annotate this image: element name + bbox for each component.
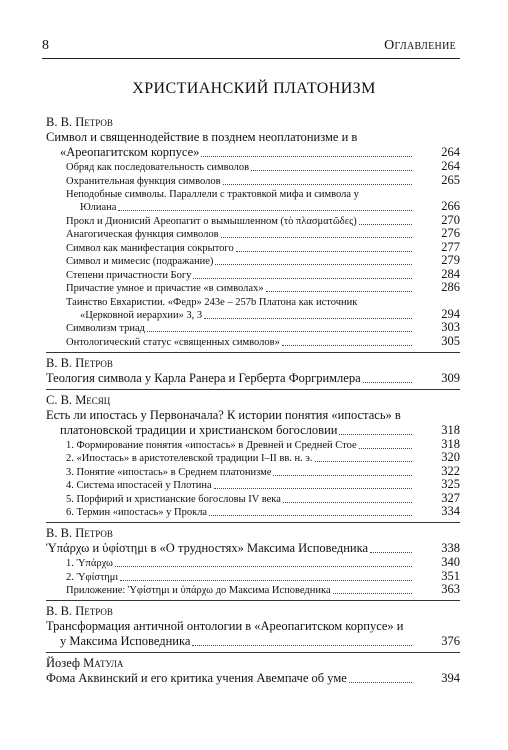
dot-leader [349, 682, 412, 683]
toc-group [46, 352, 460, 386]
dot-leader [283, 502, 412, 503]
entry-title-line: 2. Ὑφίστημι [66, 571, 119, 583]
entry-title-line: Символизм триад [66, 323, 145, 334]
entry-title-line: «Церковной иерархии» 3, 3 [80, 309, 203, 321]
header-rule [42, 58, 460, 59]
entry-title-line: Ὑπάρχω и ὑφίστημι в «О трудностях» Максима Исповедника [46, 541, 369, 555]
entry-title-line: Фома Аквинский и его критика учения Авемпаче об уме [46, 671, 347, 685]
toc-subentry[interactable] [46, 161, 460, 174]
page-ref: 334 [441, 504, 460, 518]
entry-title-line: 2. «Ипостась» в аристотелевской традиции I–II вв. н. э. [66, 453, 313, 464]
toc-entry[interactable] [46, 671, 460, 686]
table-of-contents [46, 114, 460, 687]
dot-leader [315, 461, 412, 462]
author-initials: В. В. [46, 115, 73, 129]
dot-leader [251, 170, 412, 171]
page-ref: 284 [441, 266, 460, 281]
author-initials: В. В. [46, 355, 73, 370]
dot-leader [215, 264, 412, 265]
entry-title-line: Символ и священнодействие в позднем неоплатонизме и в [46, 130, 358, 144]
page-ref: 338 [441, 541, 460, 555]
dot-leader [370, 552, 412, 553]
entry-title-line: 1. Ὑπάρχω [66, 558, 113, 569]
toc-subentry[interactable] [46, 296, 460, 322]
author-name [46, 603, 460, 619]
page-ref: 322 [441, 463, 460, 478]
toc-subentry[interactable] [46, 322, 460, 335]
entry-title-line: Анагогическая функция символов [66, 229, 219, 240]
entry-title-line: Причастие умное и причастие «в символах» [66, 283, 264, 294]
entry-title-line: Теология символа у Карла Ранера и Герберта Форгримлера [46, 370, 361, 385]
author-name [46, 114, 460, 130]
entry-title-line: Приложение: Ὑφίστημι и ὑπάρχω до Максима Исповедника [66, 585, 331, 596]
toc-entry[interactable] [46, 541, 460, 556]
page-ref: 279 [441, 253, 460, 267]
dot-leader [209, 515, 412, 516]
author-name [46, 392, 460, 408]
dot-leader [266, 291, 412, 292]
toc-entry[interactable] [46, 408, 460, 438]
entry-title-line: Охранительная функция символов [66, 175, 221, 187]
group-rule [46, 522, 460, 523]
toc-entry[interactable] [46, 371, 460, 386]
entry-title-line: у Максима Исповедника [60, 634, 191, 648]
group-rule [46, 352, 460, 353]
author-name [46, 655, 460, 671]
toc-subentry[interactable] [46, 506, 460, 519]
toc-group [46, 652, 460, 686]
toc-subentry[interactable] [46, 333, 460, 349]
page-ref: 327 [441, 490, 460, 505]
toc-subentry[interactable] [46, 568, 460, 584]
dot-leader [118, 210, 412, 211]
entry-title-line: 5. Порфирий и христианские богословы IV века [66, 493, 281, 505]
dot-leader [333, 593, 412, 594]
entry-title-line: 1. Формирование понятия «ипостась» в Древней и Средней Стое [66, 439, 357, 451]
toc-subentry[interactable] [46, 490, 460, 506]
page-ref: 325 [441, 477, 460, 491]
page-ref: 320 [441, 450, 460, 464]
toc-subentry[interactable] [46, 584, 460, 597]
author-initials: В. В. [46, 604, 73, 618]
toc-subentry[interactable] [46, 436, 460, 452]
dot-leader [363, 382, 412, 383]
dot-leader [192, 645, 412, 646]
dot-leader [201, 156, 412, 157]
toc-subentry[interactable] [46, 172, 460, 188]
dot-leader [204, 318, 412, 319]
dot-leader [359, 224, 412, 225]
author-name [46, 355, 460, 371]
page-ref: 318 [441, 422, 460, 437]
group-rule [46, 600, 460, 601]
page-ref: 286 [441, 280, 460, 294]
toc-subentry[interactable] [46, 463, 460, 479]
toc-entry[interactable] [46, 130, 460, 160]
entry-title-line: «Ареопагитском корпусе» [60, 145, 200, 159]
entry-title-line: платоновской традиции и христианском богословии [60, 422, 338, 437]
toc-subentry[interactable] [46, 212, 460, 228]
author-initials: В. В. [46, 526, 73, 540]
page-ref: 264 [441, 159, 460, 173]
entry-title-line: Неподобные символы. Параллели с трактовкой мифа и символа у [66, 189, 359, 200]
entry-title-line: Онтологический статус «священных символов» [66, 336, 280, 348]
dot-leader [120, 580, 412, 581]
entry-title-line: Юлиана [80, 202, 117, 213]
page-ref: 294 [441, 306, 460, 321]
page-ref: 309 [441, 370, 460, 385]
toc-group [46, 389, 460, 520]
page-ref: 351 [441, 568, 460, 583]
dot-leader [193, 278, 412, 279]
author-initials: Йозеф [46, 656, 81, 670]
page-ref: 340 [441, 555, 460, 569]
page-ref: 394 [441, 671, 460, 685]
entry-title-line: 6. Термин «ипостась» у Прокла [66, 507, 208, 518]
toc-group [46, 600, 460, 649]
author-surname: Петров [75, 526, 113, 540]
dot-leader [221, 237, 412, 238]
entry-title-line: 4. Система ипостасей у Плотина [66, 480, 212, 491]
entry-title-line: Обряд как последовательность символов [66, 162, 250, 173]
entry-title-line: Прокл и Дионисий Ареопагит о вымышленном (τὸ πλασματῶδες) [66, 215, 357, 227]
dot-leader [282, 345, 412, 346]
page-ref: 277 [441, 239, 460, 254]
dot-leader [339, 434, 412, 435]
toc-subentry[interactable] [46, 479, 460, 492]
author-surname: Петров [75, 604, 113, 618]
entry-title-line: 3. Понятие «ипостась» в Среднем платонизме [66, 466, 272, 478]
author-initials: С. В. [46, 392, 73, 407]
dot-leader [115, 566, 412, 567]
page-ref: 264 [441, 145, 460, 159]
entry-title-line: Степени причастности Богу [66, 269, 192, 281]
entry-title-line: Трансформация античной онтологии в «Ареопагитском корпусе» и [46, 619, 404, 633]
dot-leader [214, 488, 412, 489]
page-ref: 318 [441, 436, 460, 451]
page-ref: 270 [441, 212, 460, 227]
entry-title-line: Таинство Евхаристии. «Федр» 243e – 257b Платона как источник [66, 296, 358, 308]
section-title: ХРИСТИАНСКИЙ ПЛАТОНИЗМ [132, 80, 376, 97]
dot-leader [223, 184, 412, 185]
toc-subentry[interactable] [46, 188, 460, 214]
entry-title-line: Есть ли ипостась у Первоначала? К истории понятия «ипостась» в [46, 407, 401, 422]
toc-group [46, 114, 460, 349]
toc-subentry[interactable] [46, 266, 460, 282]
toc-subentry[interactable] [46, 239, 460, 255]
toc-group [46, 522, 460, 597]
page-ref: 305 [441, 333, 460, 348]
dot-leader [359, 448, 412, 449]
toc-subentry[interactable] [46, 557, 460, 570]
page-ref: 276 [441, 226, 460, 240]
entry-title-line: Символ как манифестация сокрытого [66, 242, 234, 254]
toc-entry[interactable] [46, 619, 460, 649]
toc-subentry[interactable] [46, 282, 460, 295]
toc-subentry[interactable] [46, 255, 460, 268]
author-name [46, 525, 460, 541]
page-ref: 363 [441, 582, 460, 596]
page-ref: 376 [441, 634, 460, 648]
page-ref: 303 [441, 320, 460, 334]
author-surname: Петров [75, 115, 113, 129]
page-ref: 265 [441, 172, 460, 187]
page-number: 8 [42, 38, 49, 53]
entry-title-line: Символ и мимесис (подражание) [66, 256, 214, 267]
dot-leader [236, 251, 412, 252]
dot-leader [147, 331, 412, 332]
running-header-title: Оглавление [384, 38, 456, 53]
page-ref: 266 [441, 199, 460, 213]
toc-subentry[interactable] [46, 228, 460, 241]
author-surname: Матула [83, 656, 124, 670]
author-surname: Месяц [75, 392, 111, 407]
toc-subentry[interactable] [46, 452, 460, 465]
author-surname: Петров [75, 355, 113, 370]
group-rule [46, 652, 460, 653]
dot-leader [273, 475, 412, 476]
group-rule [46, 389, 460, 390]
